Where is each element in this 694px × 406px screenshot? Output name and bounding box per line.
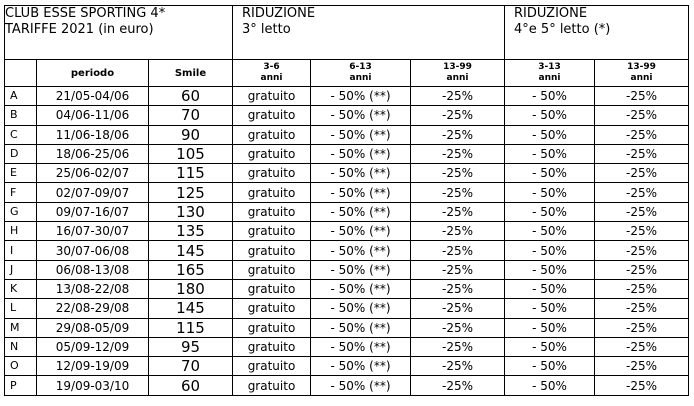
reduction-4-5-bed-3-13-cell: - 50% xyxy=(505,222,595,241)
reduction-13-99-cell: -25% xyxy=(411,299,505,318)
reduction-13-99-cell: -25% xyxy=(411,318,505,337)
reduction-3-6-cell: gratuito xyxy=(233,241,311,260)
reduction-3-6-cell: gratuito xyxy=(233,106,311,125)
reduction-6-13-cell: - 50% (**) xyxy=(311,202,411,221)
age-13-99-bis-unit: anni xyxy=(630,73,653,83)
age-13-99-header xyxy=(411,60,505,87)
reduction-13-99-cell: -25% xyxy=(411,376,505,395)
reduction-3-6-cell: gratuito xyxy=(233,144,311,163)
reduction-6-13-cell: - 50% (**) xyxy=(311,299,411,318)
age-3-13-unit: anni xyxy=(538,73,561,83)
smile-price-cell: 60 xyxy=(149,376,233,395)
period-letter-cell: J xyxy=(5,260,37,279)
reduction-13-99-cell: -25% xyxy=(411,202,505,221)
smile-price-cell: 145 xyxy=(149,241,233,260)
table-row xyxy=(5,144,689,163)
smile-price-cell: 165 xyxy=(149,260,233,279)
periodo-cell: 16/07-30/07 xyxy=(37,222,149,241)
period-letter-cell: I xyxy=(5,241,37,260)
periodo-cell: 25/06-02/07 xyxy=(37,164,149,183)
smile-price-cell: 105 xyxy=(149,144,233,163)
reduction-6-13-cell: - 50% (**) xyxy=(311,125,411,144)
table-row xyxy=(5,125,689,144)
periodo-header: periodo xyxy=(37,60,149,87)
periodo-cell: 19/09-03/10 xyxy=(37,376,149,395)
smile-price-cell: 95 xyxy=(149,337,233,356)
reduction-4-5-bed-3-13-cell: - 50% xyxy=(505,337,595,356)
reduction-4-5-bed-3-13-cell: - 50% xyxy=(505,125,595,144)
periodo-cell: 04/06-11/06 xyxy=(37,106,149,125)
reduction-4-5-bed-3-13-cell: - 50% xyxy=(505,144,595,163)
reduction-6-13-cell: - 50% (**) xyxy=(311,279,411,298)
reduction-3-6-cell: gratuito xyxy=(233,202,311,221)
table-row xyxy=(5,260,689,279)
reduction-6-13-cell: - 50% (**) xyxy=(311,222,411,241)
periodo-cell: 30/07-06/08 xyxy=(37,241,149,260)
period-letter-cell: C xyxy=(5,125,37,144)
reduction-4-5-bed-13-99-cell: -25% xyxy=(595,106,689,125)
smile-price-cell: 60 xyxy=(149,87,233,106)
reduction-6-13-cell: - 50% (**) xyxy=(311,376,411,395)
reduction-4-5-bed-13-99-cell: -25% xyxy=(595,202,689,221)
table-row xyxy=(5,337,689,356)
smile-price-cell: 115 xyxy=(149,164,233,183)
reduction-3-6-cell: gratuito xyxy=(233,260,311,279)
period-letter-cell: O xyxy=(5,357,37,376)
period-letter-cell: P xyxy=(5,376,37,395)
periodo-cell: 11/06-18/06 xyxy=(37,125,149,144)
table-row xyxy=(5,376,689,395)
period-letter-cell: F xyxy=(5,183,37,202)
age-13-99-bis-range: 13-99 xyxy=(627,62,656,72)
reduction-3-6-cell: gratuito xyxy=(233,279,311,298)
reduction-6-13-cell: - 50% (**) xyxy=(311,183,411,202)
reduction-4-5-bed-3-13-cell: - 50% xyxy=(505,279,595,298)
smile-price-cell: 130 xyxy=(149,202,233,221)
tariffe-table xyxy=(4,5,689,396)
periodo-cell: 05/09-12/09 xyxy=(37,337,149,356)
table-row xyxy=(5,222,689,241)
column-header-row xyxy=(5,60,689,87)
reduction-6-13-cell: - 50% (**) xyxy=(311,164,411,183)
reduction-4-5-bed-3-13-cell: - 50% xyxy=(505,241,595,260)
reduction-13-99-cell: -25% xyxy=(411,144,505,163)
reduction-4-5-bed-3-13-cell: - 50% xyxy=(505,260,595,279)
reduction-4-5-bed-3-13-cell: - 50% xyxy=(505,318,595,337)
period-letter-cell: D xyxy=(5,144,37,163)
reduction-4-5-bed-13-99-cell: -25% xyxy=(595,260,689,279)
reduction-13-99-cell: -25% xyxy=(411,337,505,356)
periodo-cell: 02/07-09/07 xyxy=(37,183,149,202)
reduction-3-6-cell: gratuito xyxy=(233,357,311,376)
reduction-4-5-bed-3-13-cell: - 50% xyxy=(505,106,595,125)
reduction-13-99-cell: -25% xyxy=(411,279,505,298)
table-row xyxy=(5,106,689,125)
reduction-6-13-cell: - 50% (**) xyxy=(311,337,411,356)
reduction-4-5-bed-13-99-cell: -25% xyxy=(595,144,689,163)
period-letter-cell: A xyxy=(5,87,37,106)
title-row xyxy=(5,6,689,60)
periodo-cell: 29/08-05/09 xyxy=(37,318,149,337)
hotel-title: CLUB ESSE SPORTING 4* TARIFFE 2021 (in euro) xyxy=(5,6,233,60)
period-letter-cell: K xyxy=(5,279,37,298)
age-3-13-header xyxy=(505,60,595,87)
age-13-99-unit: anni xyxy=(446,73,469,83)
periodo-cell: 13/08-22/08 xyxy=(37,279,149,298)
reduction-4-5-bed-3-13-cell: - 50% xyxy=(505,87,595,106)
periodo-cell: 12/09-19/09 xyxy=(37,357,149,376)
period-letter-cell: N xyxy=(5,337,37,356)
periodo-cell: 18/06-25/06 xyxy=(37,144,149,163)
period-letter-cell: B xyxy=(5,106,37,125)
reduction-4-5-bed-13-99-cell: -25% xyxy=(595,125,689,144)
reduction-4-5-bed-3-13-cell: - 50% xyxy=(505,376,595,395)
age-3-13-range: 3-13 xyxy=(538,62,561,72)
smile-price-cell: 135 xyxy=(149,222,233,241)
age-6-13-unit: anni xyxy=(349,73,372,83)
fourth-fifth-bed-reduction-title: RIDUZIONE 4°e 5° letto (*) xyxy=(505,6,689,60)
tariffe-rows xyxy=(5,87,689,396)
age-13-99-bis-header xyxy=(595,60,689,87)
period-letter-cell: M xyxy=(5,318,37,337)
table-row xyxy=(5,299,689,318)
table-row xyxy=(5,164,689,183)
age-3-6-unit: anni xyxy=(260,73,283,83)
reduction-4-5-bed-13-99-cell: -25% xyxy=(595,222,689,241)
reduction-13-99-cell: -25% xyxy=(411,183,505,202)
third-bed-reduction-title: RIDUZIONE 3° letto xyxy=(233,6,505,60)
reduction-4-5-bed-13-99-cell: -25% xyxy=(595,318,689,337)
periodo-cell: 22/08-29/08 xyxy=(37,299,149,318)
reduction-4-5-bed-13-99-cell: -25% xyxy=(595,357,689,376)
periodo-cell: 06/08-13/08 xyxy=(37,260,149,279)
reduction-3-6-cell: gratuito xyxy=(233,337,311,356)
reduction-13-99-cell: -25% xyxy=(411,87,505,106)
reduction-4-5-bed-3-13-cell: - 50% xyxy=(505,183,595,202)
reduction-13-99-cell: -25% xyxy=(411,241,505,260)
smile-header: Smile xyxy=(149,60,233,87)
reduction-3-6-cell: gratuito xyxy=(233,183,311,202)
reduction-4-5-bed-13-99-cell: -25% xyxy=(595,299,689,318)
smile-price-cell: 125 xyxy=(149,183,233,202)
table-row xyxy=(5,318,689,337)
reduction-13-99-cell: -25% xyxy=(411,222,505,241)
reduction-3-6-cell: gratuito xyxy=(233,376,311,395)
reduction-13-99-cell: -25% xyxy=(411,164,505,183)
reduction-4-5-bed-13-99-cell: -25% xyxy=(595,337,689,356)
reduction-3-6-cell: gratuito xyxy=(233,87,311,106)
reduction-4-5-bed-13-99-cell: -25% xyxy=(595,376,689,395)
reduction-4-5-bed-3-13-cell: - 50% xyxy=(505,164,595,183)
periodo-cell: 21/05-04/06 xyxy=(37,87,149,106)
table-row xyxy=(5,87,689,106)
table-row xyxy=(5,202,689,221)
reduction-13-99-cell: -25% xyxy=(411,125,505,144)
table-row xyxy=(5,357,689,376)
smile-price-cell: 70 xyxy=(149,106,233,125)
reduction-6-13-cell: - 50% (**) xyxy=(311,318,411,337)
reduction-4-5-bed-13-99-cell: -25% xyxy=(595,87,689,106)
reduction-4-5-bed-3-13-cell: - 50% xyxy=(505,299,595,318)
period-letter-cell: L xyxy=(5,299,37,318)
table-row xyxy=(5,241,689,260)
reduction-4-5-bed-3-13-cell: - 50% xyxy=(505,357,595,376)
period-letter-cell: H xyxy=(5,222,37,241)
reduction-6-13-cell: - 50% (**) xyxy=(311,144,411,163)
periodo-cell: 09/07-16/07 xyxy=(37,202,149,221)
reduction-4-5-bed-13-99-cell: -25% xyxy=(595,241,689,260)
reduction-6-13-cell: - 50% (**) xyxy=(311,87,411,106)
age-3-6-header xyxy=(233,60,311,87)
smile-price-cell: 90 xyxy=(149,125,233,144)
reduction-4-5-bed-3-13-cell: - 50% xyxy=(505,202,595,221)
period-letter-cell: G xyxy=(5,202,37,221)
reduction-6-13-cell: - 50% (**) xyxy=(311,241,411,260)
smile-price-cell: 145 xyxy=(149,299,233,318)
age-13-99-range: 13-99 xyxy=(443,62,472,72)
reduction-4-5-bed-13-99-cell: -25% xyxy=(595,279,689,298)
reduction-3-6-cell: gratuito xyxy=(233,125,311,144)
reduction-6-13-cell: - 50% (**) xyxy=(311,357,411,376)
reduction-3-6-cell: gratuito xyxy=(233,164,311,183)
period-letter-cell: E xyxy=(5,164,37,183)
reduction-6-13-cell: - 50% (**) xyxy=(311,260,411,279)
age-6-13-range: 6-13 xyxy=(349,62,372,72)
age-3-6-range: 3-6 xyxy=(263,62,280,72)
reduction-4-5-bed-13-99-cell: -25% xyxy=(595,164,689,183)
reduction-13-99-cell: -25% xyxy=(411,260,505,279)
reduction-3-6-cell: gratuito xyxy=(233,318,311,337)
reduction-13-99-cell: -25% xyxy=(411,106,505,125)
reduction-6-13-cell: - 50% (**) xyxy=(311,106,411,125)
smile-price-cell: 115 xyxy=(149,318,233,337)
table-row xyxy=(5,183,689,202)
reduction-13-99-cell: -25% xyxy=(411,357,505,376)
reduction-3-6-cell: gratuito xyxy=(233,222,311,241)
table-row xyxy=(5,279,689,298)
reduction-3-6-cell: gratuito xyxy=(233,299,311,318)
smile-price-cell: 180 xyxy=(149,279,233,298)
reduction-4-5-bed-13-99-cell: -25% xyxy=(595,183,689,202)
smile-price-cell: 70 xyxy=(149,357,233,376)
index-header xyxy=(5,60,37,87)
age-6-13-header xyxy=(311,60,411,87)
